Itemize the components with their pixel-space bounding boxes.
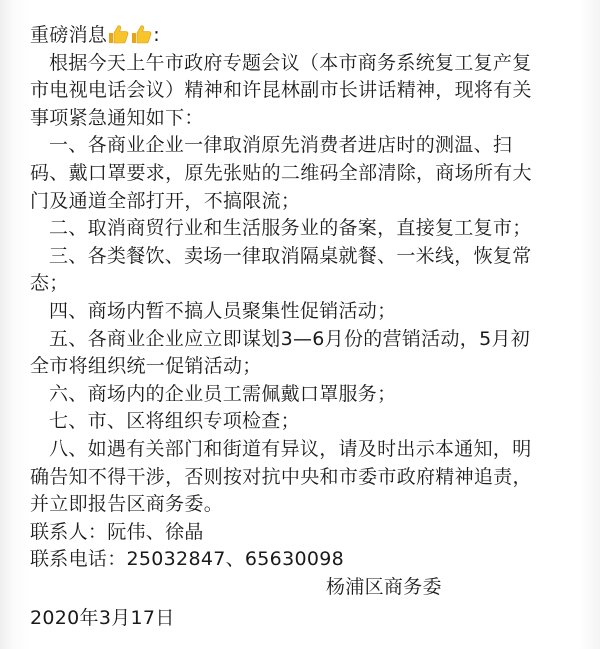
- notice-body: [30, 22, 585, 629]
- item-line: 态；: [30, 272, 69, 295]
- paragraph-line: 事项紧急通知如下：: [30, 106, 204, 129]
- item-line: 全市将组织统一促销活动；: [30, 355, 262, 378]
- item-line: 五、各商业企业应立即谋划3—6月份的营销活动，5月初: [49, 327, 531, 350]
- paragraph-line: 根据今天上午市政府专题会议（本市商务系统复工复产复: [49, 51, 532, 74]
- item-line: 确告知不得干涉，否则按对抗中央和市委市政府精神追责，: [30, 465, 532, 488]
- signature: 杨浦区商务委: [326, 575, 442, 598]
- contact-person: 联系人：阮伟、徐晶: [30, 520, 204, 543]
- thumbs-up-icon: [130, 24, 152, 44]
- contact-phone: 联系电话：25032847、65630098: [30, 548, 345, 571]
- paragraph-line: 市电视电话会议）精神和许昆林副市长讲话精神，现将有关: [30, 79, 532, 102]
- item-line: 六、商场内的企业员工需佩戴口罩服务；: [49, 382, 397, 405]
- issue-date: 2020年3月17日: [30, 607, 175, 630]
- item-line: 八、如遇有关部门和街道有异议，请及时出示本通知，明: [49, 437, 532, 460]
- item-line: 码、戴口罩要求，原先张贴的二维码全部清除，商场所有大: [30, 161, 532, 184]
- item-line: 三、各类餐饮、卖场一律取消隔桌就餐、一米线，恢复常: [49, 244, 532, 267]
- item-line: 一、各商业企业一律取消原先消费者进店时的测温、扫: [49, 134, 513, 157]
- thumbs-up-icon: [107, 24, 129, 44]
- item-line: 并立即报告区商务委。: [30, 493, 224, 516]
- header-colon: :: [153, 24, 160, 46]
- item-line: 七、市、区将组织专项检查；: [49, 410, 300, 433]
- header-title: 重磅消息: [30, 24, 108, 46]
- item-line: 四、商场内暂不搞人员聚集性促销活动；: [49, 299, 397, 322]
- notice-header: [30, 22, 585, 50]
- item-line: 门及通道全部打开，不搞限流；: [30, 189, 301, 212]
- item-line: 二、取消商贸行业和生活服务业的备案，直接复工复市；: [49, 217, 532, 240]
